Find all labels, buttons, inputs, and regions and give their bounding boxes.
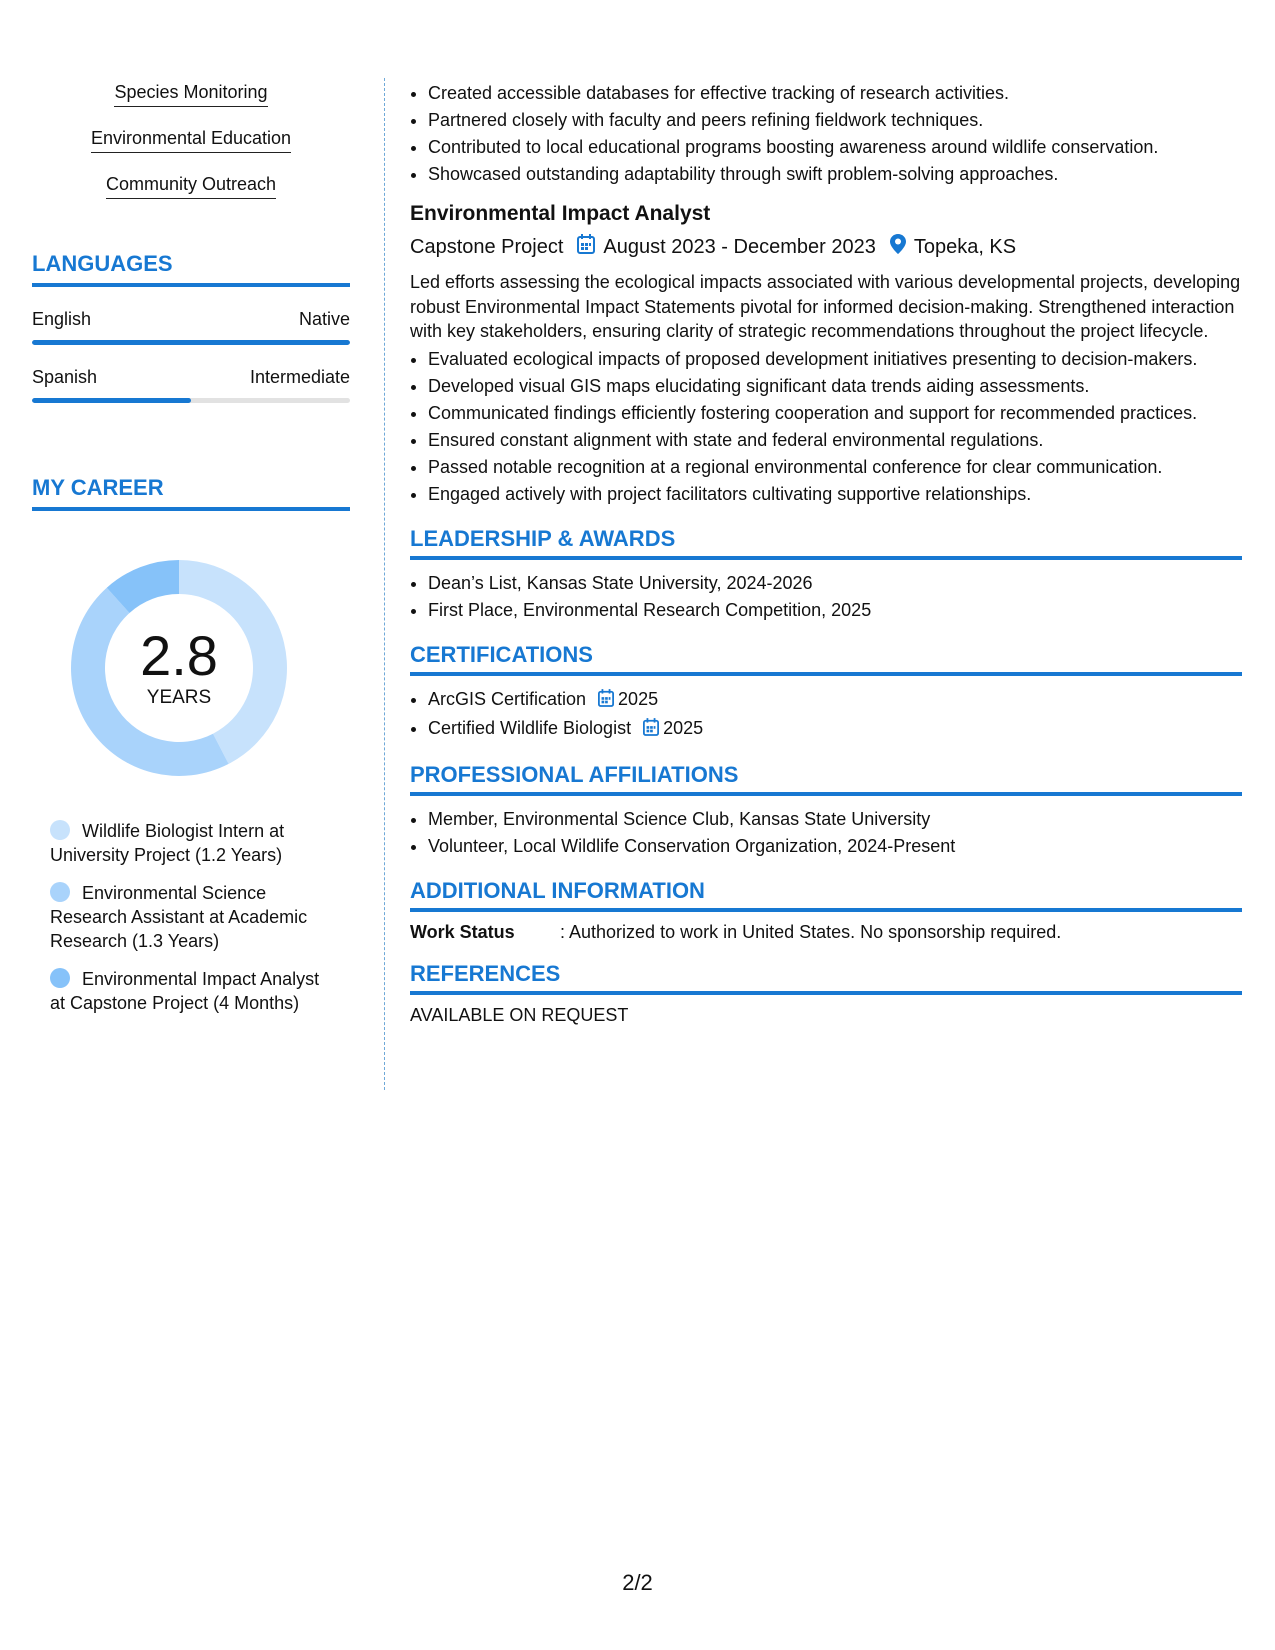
job-dates: August 2023 - December 2023 — [603, 235, 876, 258]
language-level: Native — [298, 309, 350, 329]
list-item: • Showcased outstanding adaptability through swift problem-solving approaches. — [428, 161, 1242, 188]
skill-item: Species Monitoring — [32, 80, 350, 107]
skill-item: Community Outreach — [32, 172, 350, 199]
language-bar-fill — [32, 398, 191, 403]
language-item — [32, 309, 350, 345]
language-bar — [32, 398, 350, 403]
certifications-list — [410, 686, 1242, 744]
skill-item: Environmental Education — [32, 126, 350, 153]
references-text: AVAILABLE ON REQUEST — [410, 1004, 629, 1025]
list-item: • Developed visual GIS maps elucidating significant data trends aiding assessments. — [428, 373, 1242, 400]
certifications-heading: CERTIFICATIONS — [410, 642, 1242, 676]
list-item: • Engaged actively with project facilitators cultivating supportive relationships. — [428, 481, 1242, 508]
location-pin-icon — [890, 234, 906, 260]
work-status-row — [410, 922, 1242, 943]
job-company: Capstone Project — [410, 235, 564, 258]
list-item: • Dean’s List, Kansas State University, 2024-2026 — [428, 570, 1242, 597]
list-item: • First Place, Environmental Research Competition, 2025 — [428, 597, 1242, 624]
list-item: • Volunteer, Local Wildlife Conservation Organization, 2024-Present — [428, 833, 1242, 860]
legend-dot-icon — [50, 968, 70, 988]
list-item: • Contributed to local educational programs boosting awareness around wildlife conservation. — [428, 134, 1242, 161]
list-item: • ArcGIS Certification 2025 — [428, 686, 1242, 715]
awards-heading: LEADERSHIP & AWARDS — [410, 526, 1242, 560]
list-item: • Created accessible databases for effective tracking of research activities. — [428, 80, 1242, 107]
career-donut-chart — [66, 555, 292, 781]
list-item: • Partnered closely with faculty and peers refining fieldwork techniques. — [428, 107, 1242, 134]
languages-heading: LANGUAGES — [32, 251, 350, 287]
career-unit: YEARS — [146, 687, 212, 708]
work-status-value: : Authorized to work in United States. No sponsorship required. — [560, 921, 1062, 942]
affiliations-heading: PROFESSIONAL AFFILIATIONS — [410, 762, 1242, 796]
job-title: Environmental Impact Analyst — [410, 202, 711, 225]
previous-job-bullets — [410, 80, 1242, 188]
additional-info-heading: ADDITIONAL INFORMATION — [410, 878, 1242, 912]
legend-dot-icon — [50, 882, 70, 902]
page-number: 2/2 — [622, 1570, 653, 1595]
list-item: • Ensured constant alignment with state and federal environmental regulations. — [428, 427, 1242, 454]
list-item: • Evaluated ecological impacts of proposed development initiatives presenting to decision-makers. — [428, 346, 1242, 373]
list-item: • Communicated findings efficiently fostering cooperation and support for recommended practices. — [428, 400, 1242, 427]
right-column — [410, 80, 1242, 1026]
legend-item: Wildlife Biologist Intern at University Project (1.2 Years) — [50, 821, 285, 865]
references-heading: REFERENCES — [410, 961, 1242, 995]
career-heading: MY CAREER — [32, 475, 350, 511]
career-legend — [50, 819, 330, 1015]
career-total: 2.8 — [140, 624, 218, 687]
calendar-icon — [643, 717, 659, 744]
list-item: • Passed notable recognition at a regional environmental conference for clear communication. — [428, 454, 1242, 481]
affiliations-list — [410, 806, 1242, 860]
left-column — [32, 80, 350, 1029]
list-item: • Member, Environmental Science Club, Kansas State University — [428, 806, 1242, 833]
job-location: Topeka, KS — [913, 235, 1017, 258]
work-status-label: Work Status — [410, 921, 515, 942]
job-description: Led efforts assessing the ecological impacts associated with various developmental projects, developing robust Environmental Impact Statements pivotal for informed decision-making. Strengthened interaction with key stakeholders, ensuring clarity of strategic recommendations throughout the project lifecycle. — [410, 272, 1241, 341]
language-level: Intermediate — [249, 367, 350, 387]
language-name: English — [32, 309, 92, 329]
legend-item: Environmental Impact Analyst at Capstone Project (4 Months) — [50, 969, 320, 1013]
language-item — [32, 367, 350, 403]
language-bar — [32, 340, 350, 345]
legend-item: Environmental Science Research Assistant at Academic Research (1.3 Years) — [50, 883, 308, 951]
language-name: Spanish — [32, 367, 98, 387]
column-divider — [384, 78, 385, 1090]
language-bar-fill — [32, 340, 350, 345]
legend-dot-icon — [50, 820, 70, 840]
calendar-icon — [577, 234, 595, 260]
list-item: • Certified Wildlife Biologist 2025 — [428, 715, 1242, 744]
job-meta — [410, 234, 1242, 260]
job-bullets — [410, 346, 1242, 508]
awards-list — [410, 570, 1242, 624]
calendar-icon — [598, 688, 614, 715]
